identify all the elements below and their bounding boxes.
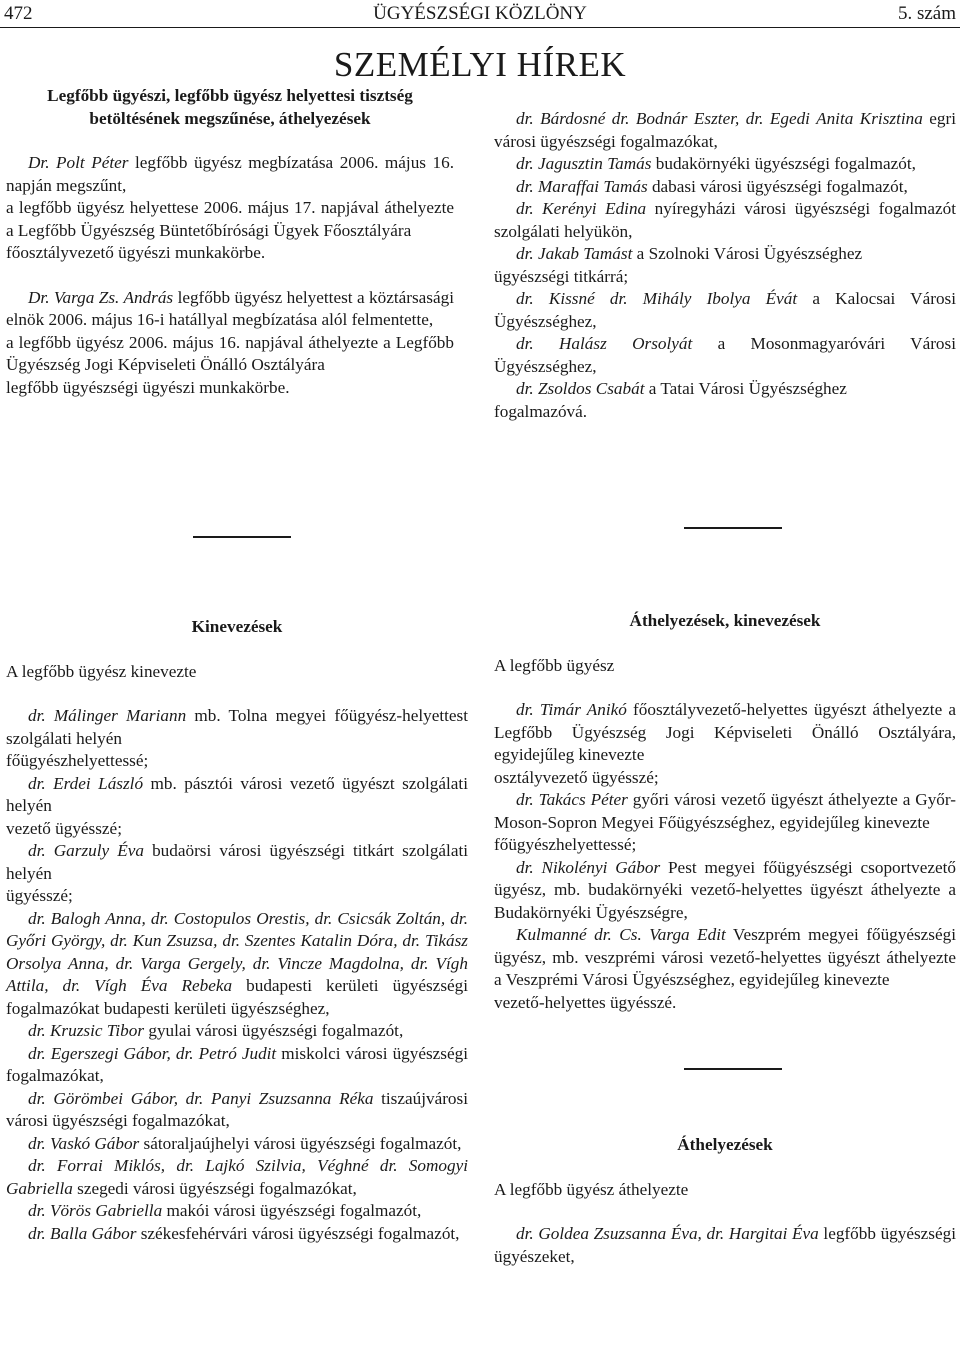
section-heading-transfers: Áthelyezések [677,1135,773,1154]
person-name: Dr. Varga Zs. András [28,287,174,307]
list-item-tail: vezető ügyésszé; [6,818,122,838]
list-item: dr. Málinger Mariann mb. Tolna megyei főügyész-helyettest szolgálati helyén [6,706,469,748]
list-item: dr. Timár Anikó főosztályvezető-helyettes ügyészt áthelyezte a Legfőbb Ügyészség Jogi Képviseleti Önálló Osztályára, egyidejűleg kinevezte [494,700,956,764]
person-name: dr. Vaskó Gábor [28,1133,140,1153]
section-subheading: A legfőbb ügyész kinevezte [6,661,197,681]
list-item: dr. Balogh Anna, dr. Costopulos Orestis, dr. Csicsák Zoltán, dr. Győri György, dr. Kun Zsuzsa, dr. Szentes Katalin Dóra, dr. Tikász Orsolya Anna, dr. Varga Gergely, dr. Vincze Magdolna, dr. Vígh Attila, dr. Vígh Éva Rebeka budapesti kerületi ügyészségi fogalmazókat budapesti kerületi ügyészséghez, [6,908,468,1018]
page-title: SZEMÉLYI HÍREK [333,45,627,84]
person-name: dr. Zsoldos Csabát [516,379,645,398]
journal-title: ÜGYÉSZSÉGI KÖZLÖNY [373,3,587,24]
person-name: dr. Egerszegi Gábor, dr. Petró Judit [28,1043,277,1063]
person-name: dr. Kruzsic Tibor [28,1021,145,1040]
person-name: dr. Kerényi Edina [516,199,647,218]
list-item: dr. Halász Orsolyát a Mosonmagyaróvári Városi Ügyészséghez, [494,334,956,376]
person-name: dr. Balla Gábor [28,1223,137,1243]
section-termination [6,85,454,399]
person-name: dr. Timár Anikó [516,700,627,719]
list-item-tail: osztályvezető ügyésszé; [494,767,659,787]
section-heading: Áthelyezések, kinevezések [629,611,821,630]
person-name: dr. Vörös Gabriella [28,1201,163,1220]
paragraph: legfőbb ügyészségi ügyészi munkakörbe. [6,377,290,397]
section-heading: Legfőbb ügyészi, legfőbb ügyész helyettesi tisztség betöltésének megszűnése, áthelyezések [47,86,413,128]
section-divider [684,527,782,529]
list-item: dr. Balla Gábor székesfehérvári városi ügyészségi fogalmazót, [28,1223,460,1243]
section-continuation [494,108,956,423]
list-item: dr. Kissné dr. Mihály Ibolya Évát a Kalocsai Városi Ügyészséghez, [494,289,956,331]
person-name: dr. Bárdosné dr. Bodnár Eszter, dr. Egedi Anita Krisztina [516,109,923,128]
list-item: dr. Jagusztin Tamás budakörnyéki ügyészségi fogalmazót, [516,154,916,173]
list-item: Kulmanné dr. Cs. Varga Edit Veszprém megyei főügyészségi ügyész, mb. veszprémi városi vezető-helyettes ügyészt áthelyezte a Veszprémi Városi Ügyészséghez, egyidejűleg kinevezte [494,925,956,989]
section-subheading: A legfőbb ügyész [494,655,615,675]
person-name: dr. Kissné dr. Mihály Ibolya Évát [516,289,798,308]
issue-number: 5. szám [897,3,956,24]
person-name: dr. Takács Péter [516,790,628,809]
person-name: Dr. Polt Péter [28,153,129,172]
running-header [0,0,960,28]
list-item: dr. Nikolényi Gábor Pest megyei főügyészségi csoportvezető ügyész, mb. budakörnyéki vezető-helyettes ügyészt áthelyezte a Budakörnyéki Ügyészségre, [494,857,956,922]
person-name: dr. Maraffai Tamás [516,176,648,196]
list-item: dr. Kerényi Edina nyíregyházi városi ügyészségi fogalmazót szolgálati helyükön, [494,199,956,241]
list-item: dr. Erdei László mb. pásztói városi vezető ügyészt szolgálati helyén [6,773,468,815]
paragraph: a legfőbb ügyész 2006. május 16. napjával áthelyezte a Legfőbb Ügyészség Jogi Képviseleti Önálló Osztályára [6,332,454,374]
person-name: Kulmanné dr. Cs. Varga Edit [516,925,726,944]
section-subheading: A legfőbb ügyész áthelyezte [494,1179,689,1199]
person-name: dr. Görömbei Gábor, dr. Panyi Zsuzsanna Réka [28,1088,374,1108]
paragraph: Dr. Polt Péter legfőbb ügyész megbízatása 2006. május 16. napján megszűnt, [6,153,454,195]
page-number: 472 [4,3,33,24]
list-item-tail: fogalmazóvá. [494,401,588,421]
list-item-tail: vezető-helyettes ügyésszé. [494,992,677,1012]
section-divider [193,536,291,538]
list-item-tail: ügyészségi titkárrá; [494,266,629,286]
section-transfers-appointments [494,610,956,1268]
person-name: dr. Erdei László [28,773,144,793]
person-name: dr. Goldea Zsuzsanna Éva, dr. Hargitai Éva [516,1224,819,1243]
person-name: dr. Málinger Mariann [28,706,187,725]
list-item: dr. Goldea Zsuzsanna Éva, dr. Hargitai Éva legfőbb ügyészségi ügyészeket, [494,1224,956,1266]
section-heading: Kinevezések [191,617,283,636]
list-item-tail: ügyésszé; [6,886,73,905]
person-name: dr. Nikolényi Gábor [516,857,661,877]
paragraph: a legfőbb ügyész helyettese 2006. május 17. napjával áthelyezte a Legfőbb Ügyészség Büntetőbírósági Ügyek Főosztályára [6,198,454,240]
list-item: dr. Vaskó Gábor sátoraljaújhelyi városi ügyészségi fogalmazót, [28,1133,462,1153]
list-item: dr. Maraffai Tamás dabasi városi ügyészségi fogalmazót, [516,176,908,196]
list-item: dr. Jakab Tamást a Szolnoki Városi Ügyészséghez [516,244,863,263]
person-name: dr. Jagusztin Tamás [516,154,652,173]
list-item: dr. Egerszegi Gábor, dr. Petró Judit miskolci városi ügyészségi fogalmazókat, [6,1043,468,1085]
list-item: dr. Bárdosné dr. Bodnár Eszter, dr. Egedi Anita Krisztina egri városi ügyészségi fogalmazókat, [494,109,956,151]
list-item: dr. Takács Péter győri városi vezető ügyészt áthelyezte a Győr-Moson-Sopron Megyei Főügyészséghez, egyidejűleg kinevezte [494,790,956,832]
list-item: dr. Zsoldos Csabát a Tatai Városi Ügyészséghez [516,379,847,398]
section-appointments [6,616,468,1245]
list-item: dr. Görömbei Gábor, dr. Panyi Zsuzsanna Réka tiszaújvárosi városi ügyészségi fogalmazókat, [6,1088,468,1130]
list-item: dr. Kruzsic Tibor gyulai városi ügyészségi fogalmazót, [28,1021,404,1040]
header-divider [0,27,960,28]
person-name: dr. Jakab Tamást [516,244,633,263]
list-item: dr. Vörös Gabriella makói városi ügyészségi fogalmazót, [28,1201,422,1220]
list-item-tail: főügyészhelyettessé; [494,835,637,854]
list-item: dr. Forrai Miklós, dr. Lajkó Szilvia, Véghné dr. Somogyi Gabriella szegedi városi ügyészségi fogalmazókat, [6,1156,468,1198]
person-name: dr. Balogh Anna, dr. Costopulos Orestis, dr. Csicsák Zoltán, dr. Győri György, dr. Kun Zsuzsa, dr. Szentes Katalin Dóra, dr. Tikász Orsolya Anna, dr. Varga Gergely, dr. Vincze Magdolna, dr. Vígh Attila, dr. Vígh Éva Rebeka [6,908,468,995]
paragraph: főosztályvezető ügyészi munkakörbe. [6,243,266,262]
list-item-tail: főügyészhelyettessé; [6,751,149,770]
paragraph: Dr. Varga Zs. András legfőbb ügyész helyettest a köztársasági elnök 2006. május 16-i hatállyal megbízatása alól felmentette, [6,287,454,329]
person-name: dr. Halász Orsolyát [516,334,693,353]
person-name: dr. Garzuly Éva [28,841,144,860]
person-name: dr. Forrai Miklós, dr. Lajkó Szilvia, Véghné dr. Somogyi Gabriella [6,1156,468,1198]
list-item: dr. Garzuly Éva budaörsi városi ügyészségi titkárt szolgálati helyén [6,841,468,883]
